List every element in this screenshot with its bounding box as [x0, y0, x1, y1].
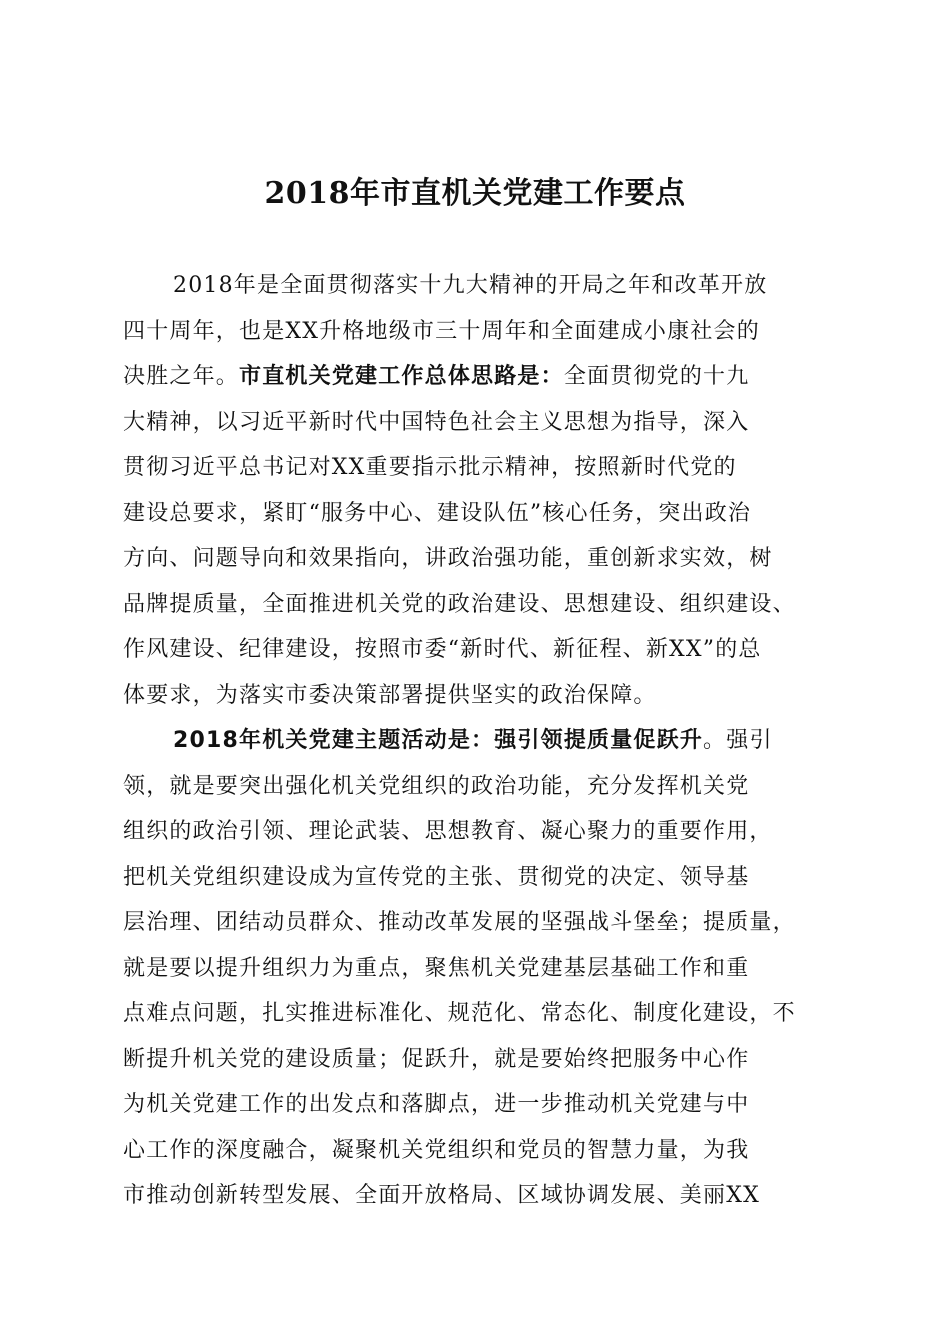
text-segment: 就是要以提升组织力为重点，聚焦机关党建基层基础工作和重	[123, 955, 750, 981]
bold-text-segment: 市直机关党建工作总体思路是：	[239, 364, 564, 389]
text-line	[123, 764, 833, 810]
text-segment: 断提升机关党的建设质量；促跃升，就是要始终把服务中心作	[123, 1046, 750, 1072]
paragraph	[123, 718, 833, 1219]
text-line	[123, 991, 833, 1037]
paragraph	[123, 263, 833, 718]
text-segment: 四十周年，也是XX升格地级市三十周年和全面建成小康社会的	[123, 318, 760, 344]
document-title: 2018年市直机关党建工作要点	[264, 176, 686, 211]
text-segment: 。强引	[703, 728, 773, 753]
text-segment: 市推动创新转型发展、全面开放格局、区域协调发展、美丽XX	[123, 1183, 760, 1208]
text-line	[123, 1173, 833, 1219]
text-segment: 把机关党组织建设成为宣传党的主张、贯彻党的决定、领导基	[123, 864, 750, 890]
text-line	[123, 673, 833, 719]
text-segment: 点难点问题，扎实推进标准化、规范化、常态化、制度化建设，不	[123, 1001, 796, 1026]
text-line	[123, 809, 833, 855]
text-segment: 层治理、团结动员群众、推动改革发展的坚强战斗堡垒；提质量，	[123, 910, 796, 935]
text-segment: 建设总要求，紧盯“服务中心、建设队伍”核心任务，突出政治	[123, 500, 752, 526]
text-line	[123, 946, 833, 992]
text-segment: 决胜之年。	[123, 364, 240, 389]
text-line	[123, 536, 833, 582]
text-line	[123, 1082, 833, 1128]
text-line	[123, 491, 833, 537]
text-segment: 大精神，以习近平新时代中国特色社会主义思想为指导，深入	[123, 409, 750, 435]
text-line	[123, 718, 833, 764]
text-line	[123, 900, 833, 946]
text-line	[123, 400, 833, 446]
text-line	[123, 627, 833, 673]
text-segment: 作风建设、纪律建设，按照市委“新时代、新征程、新XX”的总	[123, 637, 762, 662]
text-line	[123, 1128, 833, 1174]
text-line	[123, 445, 833, 491]
text-segment: 心工作的深度融合，凝聚机关党组织和党员的智慧力量，为我	[123, 1137, 750, 1163]
text-segment: 为机关党建工作的出发点和落脚点，进一步推动机关党建与中	[123, 1092, 750, 1117]
text-segment: 品牌提质量，全面推进机关党的政治建设、思想建设、组织建设、	[123, 591, 796, 617]
document-body	[123, 263, 833, 1219]
text-segment: 体要求，为落实市委决策部署提供坚实的政治保障。	[123, 682, 657, 708]
text-line	[123, 1037, 833, 1083]
text-line	[123, 855, 833, 901]
text-segment: 领，就是要突出强化机关党组织的政治功能，充分发挥机关党	[123, 773, 750, 799]
text-line	[123, 263, 833, 309]
text-segment: 组织的政治引领、理论武装、思想教育、凝心聚力的重要作用，	[123, 819, 773, 844]
text-segment: 2018年是全面贯彻落实十九大精神的开局之年和改革开放	[173, 273, 768, 298]
text-line	[123, 354, 833, 400]
text-line	[123, 582, 833, 628]
text-segment: 全面贯彻党的十九	[563, 364, 750, 389]
text-line	[123, 309, 833, 355]
text-segment: 贯彻习近平总书记对XX重要指示批示精神，按照新时代党的	[123, 455, 737, 480]
text-segment: 方向、问题导向和效果指向，讲政治强功能，重创新求实效，树	[123, 546, 773, 571]
bold-text-segment: 2018年机关党建主题活动是：强引领提质量促跃升	[173, 728, 704, 753]
